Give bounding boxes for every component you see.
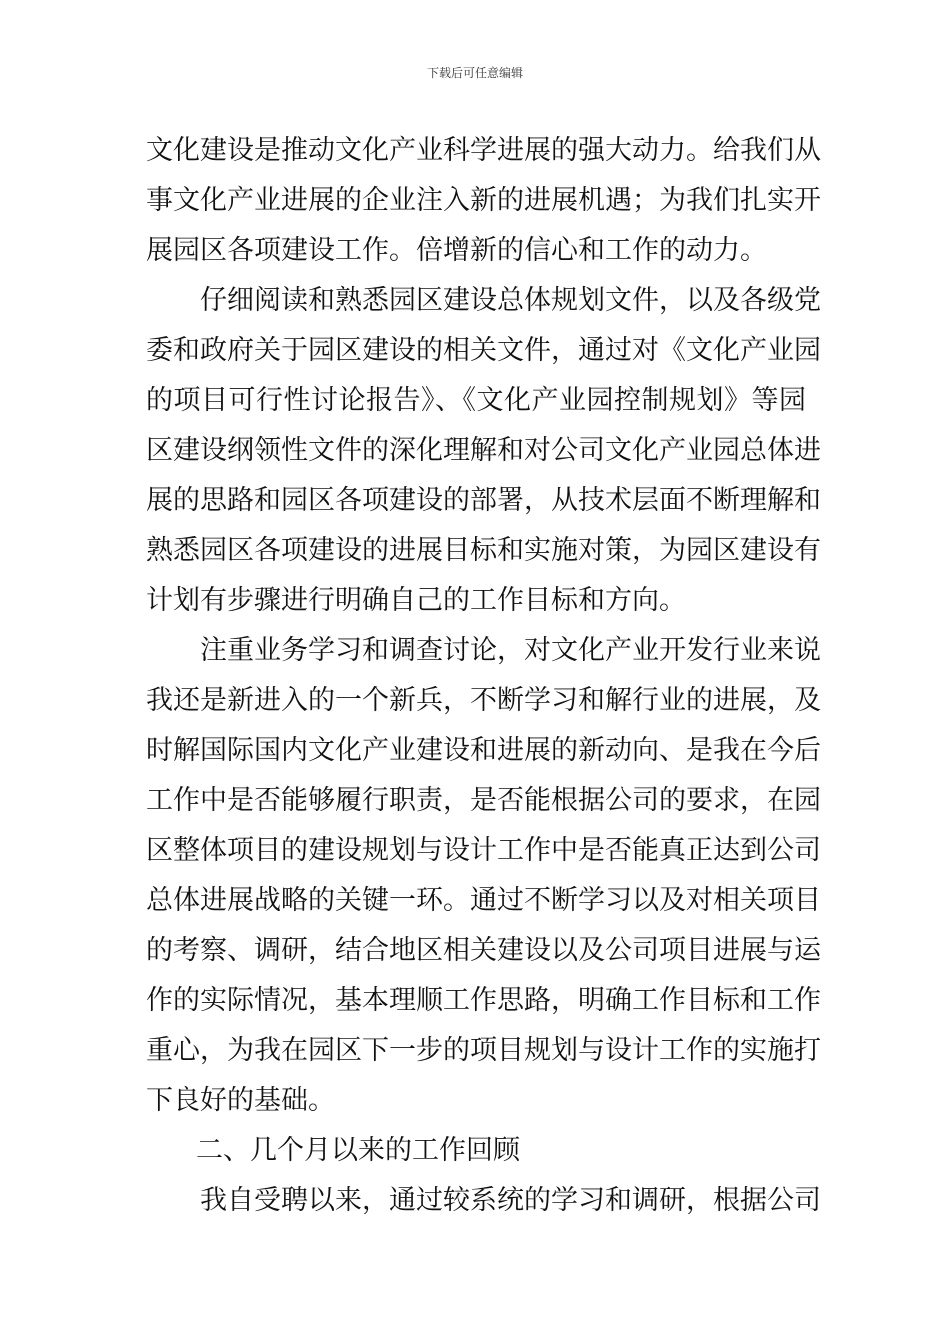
text-line: 的项目可行性讨论报告》、《文化产业园控制规划》等园 (146, 385, 806, 416)
page-header-note: 下载后可任意编辑 (426, 66, 523, 80)
text-line: 我自受聘以来，通过较系统的学习和调研，根据公司 (200, 1185, 821, 1216)
text-line: 重心，为我在园区下一步的项目规划与设计工作的实施打 (146, 1035, 821, 1066)
text-line: 计划有步骤进行明确自己的工作目标和方向。 (146, 585, 686, 616)
text-line: 的考察、调研，结合地区相关建设以及公司项目进展与运 (146, 935, 821, 966)
document-body (146, 126, 821, 1226)
text-line: 总体进展战略的关键一环。通过不断学习以及对相关项目 (146, 885, 821, 916)
paragraph-4 (146, 1176, 821, 1226)
section-heading-text: 二、几个月以来的工作回顾 (196, 1135, 520, 1166)
text-line: 事文化产业进展的企业注入新的进展机遇；为我们扎实开 (146, 185, 821, 216)
text-line: 注重业务学习和调查讨论，对文化产业开发行业来说 (200, 635, 821, 666)
text-line: 文化建设是推动文化产业科学进展的强大动力。给我们从 (146, 135, 821, 166)
text-line: 时解国际国内文化产业建设和进展的新动向、是我在今后 (146, 735, 821, 766)
text-line: 我还是新进入的一个新兵，不断学习和解行业的进展，及 (146, 685, 821, 716)
text-line: 作的实际情况，基本理顺工作思路，明确工作目标和工作 (146, 985, 821, 1016)
text-line: 区建设纲领性文件的深化理解和对公司文化产业园总体进 (146, 435, 821, 466)
text-line: 展园区各项建设工作。倍增新的信心和工作的动力。 (146, 235, 767, 266)
text-line: 委和政府关于园区建设的相关文件，通过对《文化产业园 (146, 335, 821, 366)
text-line: 熟悉园区各项建设的进展目标和实施对策，为园区建设有 (146, 535, 821, 566)
text-line: 工作中是否能够履行职责，是否能根据公司的要求，在园 (146, 785, 821, 816)
text-line: 区整体项目的建设规划与设计工作中是否能真正达到公司 (146, 835, 821, 866)
text-line: 仔细阅读和熟悉园区建设总体规划文件，以及各级党 (200, 285, 821, 316)
paragraph-3 (146, 626, 821, 1126)
paragraph-1 (146, 126, 821, 276)
section-heading (146, 1126, 806, 1176)
text-line: 展的思路和园区各项建设的部署，从技术层面不断理解和 (146, 485, 821, 516)
text-line: 下良好的基础。 (146, 1085, 335, 1116)
paragraph-2 (146, 276, 821, 626)
